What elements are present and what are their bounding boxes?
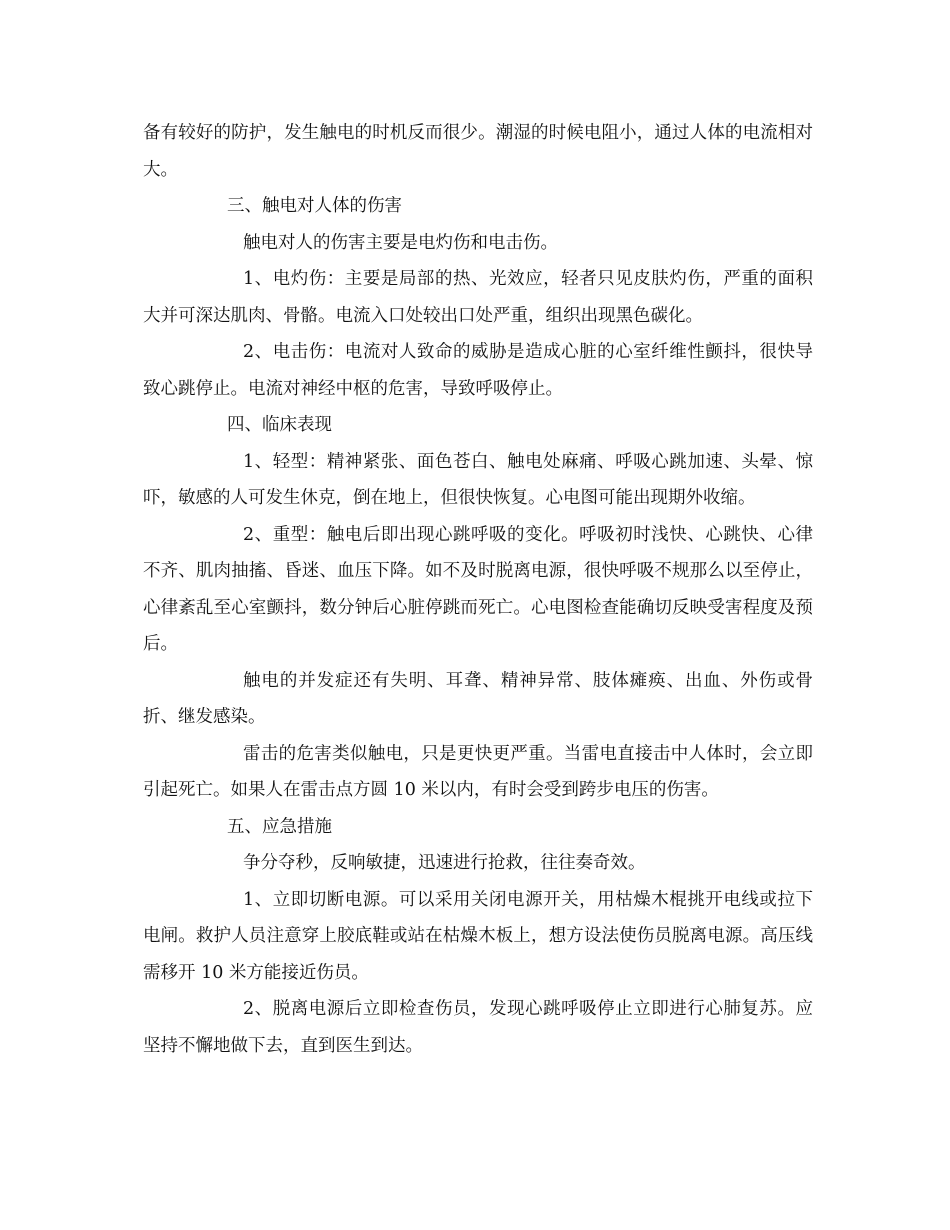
section-heading-harm: 三、触电对人体的伤害: [227, 196, 402, 216]
paragraph-check-victim: 2、脱离电源后立即检查伤员，发现心跳呼吸停止立即进行心肺复苏。应坚持不懈地做下去，直到医生到达。: [143, 999, 813, 1056]
paragraph-burn: 1、电灼伤：主要是局部的热、光效应，轻者只见皮肤灼伤，严重的面积大并可深达肌肉、骨骼。电流入口处较出口处严重，组织出现黑色碳化。: [143, 269, 813, 326]
paragraph-cut-power: 1、立即切断电源。可以采用关闭电源开关，用枯燥木棍挑开电线或拉下电闸。救护人员注意穿上胶底鞋或站在枯燥木板上，想方设法使伤员脱离电源。高压线需移开 10 米方能接近伤员。: [143, 889, 813, 983]
section-heading-clinical: 四、临床表现: [227, 415, 332, 435]
paragraph-continuation: 备有较好的防护，发生触电的时机反而很少。潮湿的时候电阻小，通过人体的电流相对大。: [143, 123, 813, 180]
section-heading-emergency: 五、应急措施: [227, 816, 332, 837]
paragraph-mild: 1、轻型：精神紧张、面色苍白、触电处麻痛、呼吸心跳加速、头晕、惊吓，敏感的人可发生休克，倒在地上，但很快恢复。心电图可能出现期外收缩。: [143, 451, 813, 508]
paragraph-severe: 2、重型：触电后即出现心跳呼吸的变化。呼吸初时浅快、心跳快、心律不齐、肌肉抽搐、昏迷、血压下降。如不及时脱离电源，很快呼吸不规那么以至停止，心律紊乱至心室颤抖，数分钟后心脏停跳而死亡。心电图检查能确切反映受害程度及预后。: [143, 524, 813, 654]
paragraph-shock: 2、电击伤：电流对人致命的威胁是造成心脏的心室纤维性颤抖，很快导致心跳停止。电流对神经中枢的危害，导致呼吸停止。: [143, 342, 813, 399]
paragraph-lightning: 雷击的危害类似触电，只是更快更严重。当雷电直接击中人体时，会立即引起死亡。如果人在雷击点方圆 10 米以内，有时会受到跨步电压的伤害。: [143, 743, 813, 800]
document-body: [143, 115, 813, 1064]
paragraph-emergency-intro: 争分夺秒，反响敏捷，迅速进行抢救，往往奏奇效。: [243, 853, 646, 873]
paragraph-harm-intro: 触电对人的伤害主要是电灼伤和电击伤。: [243, 232, 558, 253]
paragraph-complications: 触电的并发症还有失明、耳聋、精神异常、肢体瘫痪、出血、外伤或骨折、继发感染。: [143, 670, 813, 727]
